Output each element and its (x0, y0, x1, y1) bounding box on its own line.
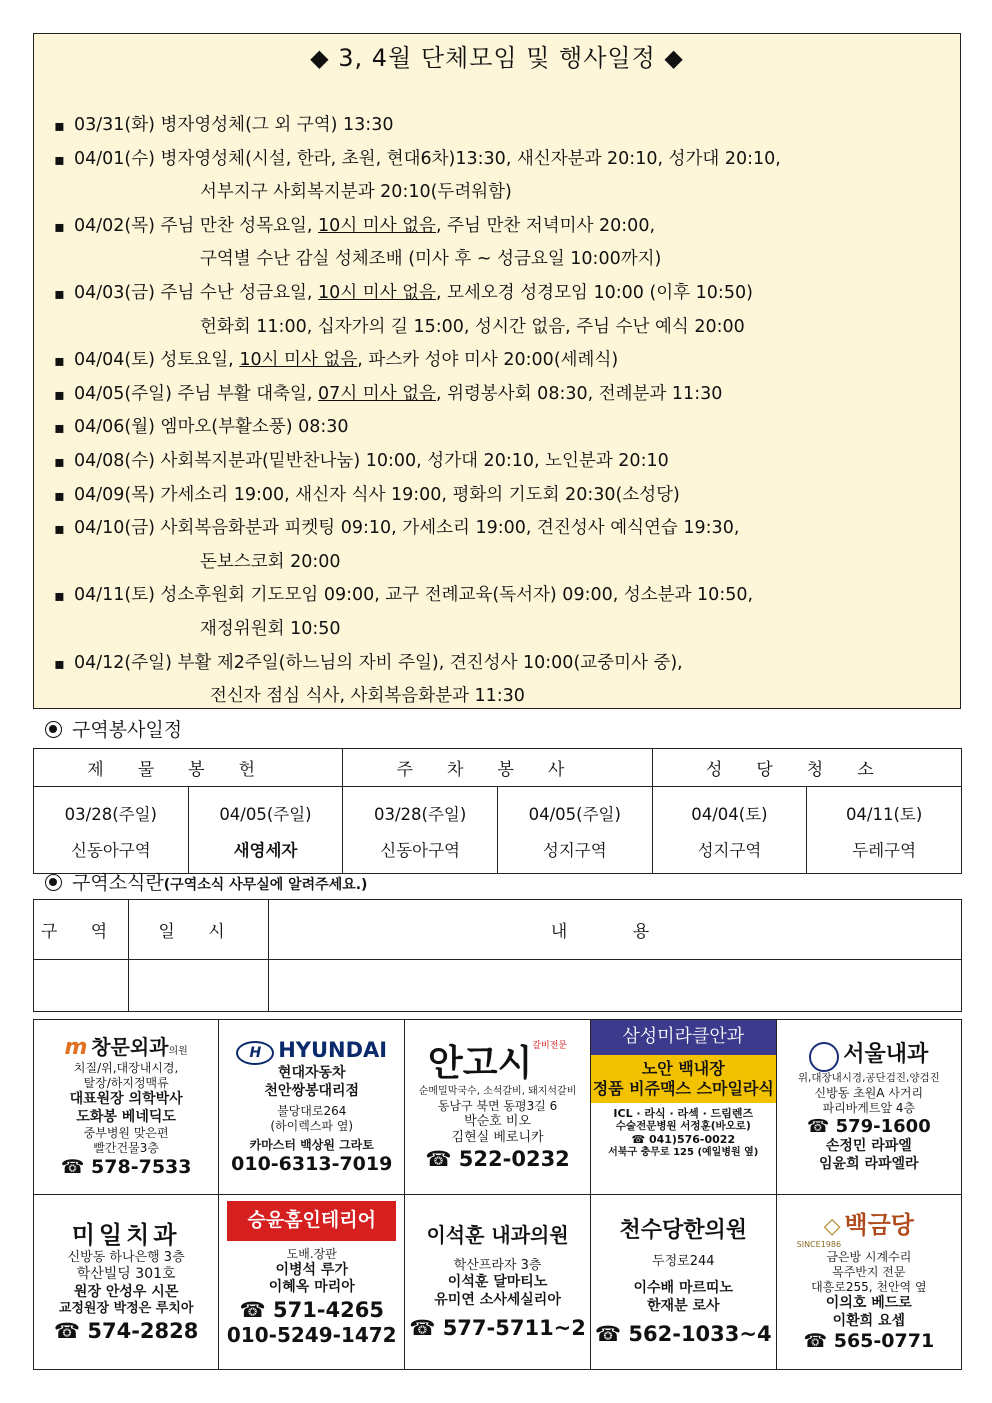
service-heading: 구역봉사일정 (45, 715, 182, 742)
diamond-icon: ◇ (823, 1213, 841, 1239)
ad-angosi: 안고시$^{갈비전문}$ 순메밀막국수, 소석갈비, 돼지석갈비 동남구 북면 동평3길 6 박순호 비오 김현실 베로니카 ☎ 522-0232 (405, 1020, 591, 1195)
list-item: ▪ 04/10(금) 사회복음화분과 피켓팅 09:10, 가세소리 19:00, 견진성사 예식연습 19:30, 돈보스코회 20:00 (54, 512, 960, 579)
emblem-icon (809, 1042, 839, 1072)
ad-lee-internal: 이석훈 내과의원 학산프라자 3층 이석훈 달마티노 유미연 소사세실리아 ☎ 577-5711~2 (405, 1195, 591, 1370)
table-cell: 04/05(주일) (188, 787, 343, 832)
ad-changmun: m 창문외과의원 치질/위,대장내시경, 탈장/하지정맥류 대표원장 의학박사 도화봉 베네딕도 중부병원 맞은편 빨간건물3층 ☎ 578-7533 (34, 1020, 219, 1195)
list-item: ▪ 04/06(월) 엠마오(부활소풍) 08:30 (54, 411, 960, 445)
ad-interior: 승윤홈인테리어 도배.장판 이병석 루가 이혜옥 마리아 ☎ 571-4265 010-5249-1472 (219, 1195, 405, 1370)
list-item: ▪ 04/09(목) 가세소리 19:00, 새신자 식사 19:00, 평화의 기도회 20:30(소성당) (54, 479, 960, 513)
table-cell: 두레구역 (807, 831, 962, 874)
table-cell (129, 960, 269, 1012)
table-cell: 04/04(토) (652, 787, 807, 832)
table-cell: 신동아구역 (343, 831, 498, 874)
bullet-circle-icon (45, 874, 62, 891)
table-cell: 03/28(주일) (34, 787, 189, 832)
schedule-title: ◆ 3, 4월 단체모임 및 행사일정 ◆ (310, 44, 684, 72)
news-table (33, 899, 962, 1012)
news-heading: 구역소식란(구역소식 사무실에 알려주세요.) (45, 868, 367, 895)
list-item: ▪ 03/31(화) 병자영성체(그 외 구역) 13:30 (54, 109, 960, 143)
list-item: ▪ 04/08(수) 사회복지분과(밑반찬나눔) 10:00, 성가대 20:10, 노인분과 20:10 (54, 445, 960, 479)
table-header: 주차봉사 (343, 749, 652, 787)
table-cell: 04/11(토) (807, 787, 962, 832)
table-header: 구 역 (34, 900, 129, 960)
list-item: ▪ 04/03(금) 주님 수난 성금요일, 10시 미사 없음, 모세오경 성경모임 10:00 (이후 10:50) 헌화회 11:00, 십자가의 길 15:00, 성시간 없음, 주님 수난 예식 20:00 (54, 277, 960, 344)
list-item: ▪ 04/04(토) 성토요일, 10시 미사 없음, 파스카 성야 미사 20:00(세례식) (54, 344, 960, 378)
list-item: ▪ 04/05(주일) 주님 부활 대축일, 07시 미사 없음, 위령봉사회 08:30, 전례분과 11:30 (54, 378, 960, 412)
bullet-circle-icon (45, 721, 62, 738)
schedule-box (33, 33, 961, 709)
list-item: ▪ 04/11(토) 성소후원회 기도모임 09:00, 교구 전례교육(독서자) 09:00, 성소분과 10:50, 재정위원회 10:50 (54, 579, 960, 646)
ads-grid (33, 1019, 962, 1370)
ad-miil-dental: 미일치과 신방동 하나은행 3층 학산빌딩 301호 원장 안성우 시몬 교정원장 박정은 루치아 ☎ 574-2828 (34, 1195, 219, 1370)
table-header: 제물봉헌 (34, 749, 343, 787)
table-cell: 03/28(주일) (343, 787, 498, 832)
table-header: 성당청소 (652, 749, 961, 787)
table-header: 내 용 (269, 900, 962, 960)
ad-seoul-internal: 서울내과 위,대장내시경,공단검진,양검진 신방동 초원A 사거리 파리바게트앞 4층 ☎ 579-1600 손정민 라파엘 임윤희 라파엘라 (776, 1020, 961, 1195)
ad-samsung-eye: 삼성미라클안과 노안 백내장 정품 비쥬맥스 스마일라식 ICL · 라식 · 라섹 · 드림렌즈 수술전문병원 서정훈(바오로) ☎ 041)576-0022 서북구 충무로 125 (예일병원 옆) (590, 1020, 776, 1195)
table-cell: 신동아구역 (34, 831, 189, 874)
service-table (33, 748, 962, 874)
table-cell: 성지구역 (652, 831, 807, 874)
list-item: ▪ 04/02(목) 주님 만찬 성목요일, 10시 미사 없음, 주님 만찬 저녁미사 20:00, 구역별 수난 감실 성체조배 (미사 후 ~ 성금요일 10:00까지) (54, 210, 960, 277)
table-cell: 04/05(주일) (497, 787, 652, 832)
table-header: 일 시 (129, 900, 269, 960)
schedule-list (34, 109, 960, 714)
logo-icon: m (64, 1034, 88, 1060)
list-item: ▪ 04/12(주일) 부활 제2주일(하느님의 자비 주일), 견진성사 10:00(교중미사 중), 전신자 점심 식사, 사회복음화분과 11:30 (54, 647, 960, 714)
table-cell: 성지구역 (497, 831, 652, 874)
ad-cheonsudang: 천수당한의원 두정로244 이수배 마르띠노 한재분 로사 ☎ 562-1033~4 (590, 1195, 776, 1370)
hyundai-logo-icon: H (236, 1041, 274, 1065)
ad-hyundai: H HYUNDAI 현대자동차 천안쌍봉대리점 불당대로264 (하이렉스파 옆) 카마스터 백상원 그라토 010-6313-7019 (219, 1020, 405, 1195)
ad-baekgeumdang: ◇ 백금당 SINCE1986 금은방 시계수리 목주반지 전문 대흥로255, 천안역 옆 이의호 베드로 이환희 요셉 ☎ 565-0771 (776, 1195, 961, 1370)
table-cell (269, 960, 962, 1012)
table-cell: 새영세자 (188, 831, 343, 874)
list-item: ▪ 04/01(수) 병자영성체(시설, 한라, 초원, 현대6차)13:30, 새신자분과 20:10, 성가대 20:10, 서부지구 사회복지분과 20:10(두려워함) (54, 143, 960, 210)
table-cell (34, 960, 129, 1012)
